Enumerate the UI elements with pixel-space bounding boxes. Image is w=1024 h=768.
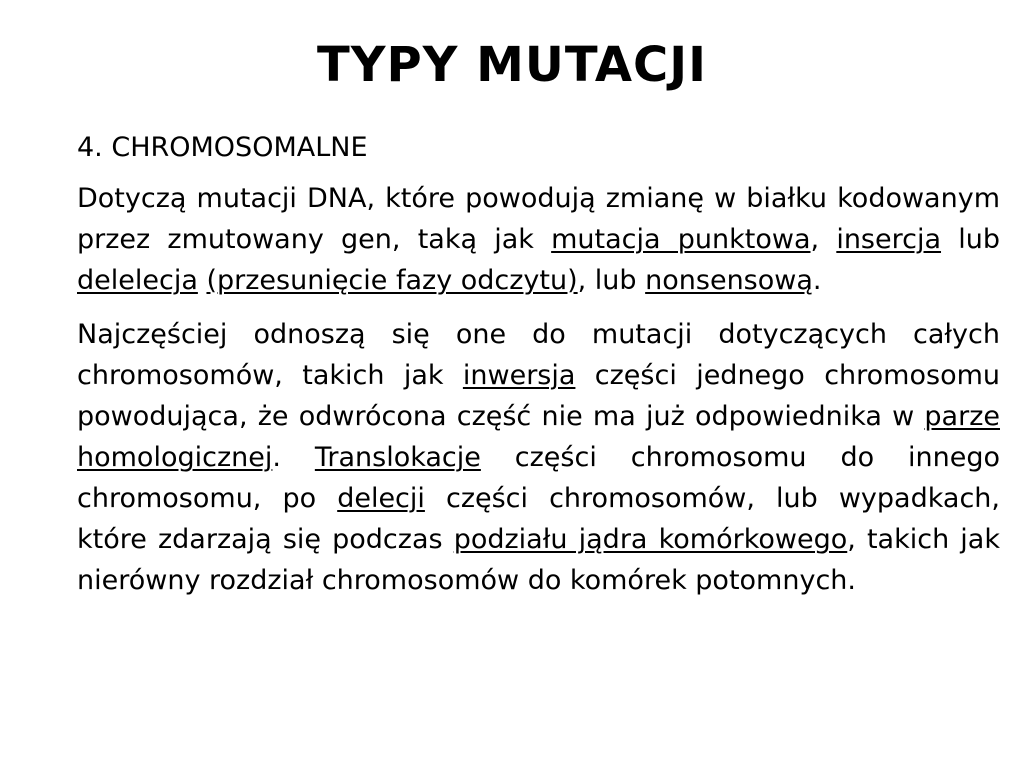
text-span: części chromosomu do innego chromosomu, po — [77, 442, 1000, 514]
term-nuclear-division: podziału jądra komórkowego — [453, 524, 848, 555]
text-span: . — [272, 442, 315, 473]
paragraph-chromosomal-mutations — [77, 314, 1000, 601]
term-frameshift: (przesunięcie fazy odczytu) — [206, 265, 578, 296]
text-span: części chromosomów, lub wypadkach, które zdarzają się podczas — [77, 483, 1000, 555]
slide-body — [77, 128, 1000, 601]
text-span: . — [812, 265, 822, 296]
term-nonsense: nonsensową — [645, 265, 813, 296]
term-inversion: inwersja — [462, 360, 576, 391]
text-span: , takich jak nierówny rozdział chromosomów do komórek potomnych. — [77, 524, 1000, 596]
paragraph-point-mutations — [77, 178, 1000, 301]
text-span: , lub — [577, 265, 646, 296]
term-deletion: delelecja — [77, 265, 198, 296]
section-heading: 4. CHROMOSOMALNE — [77, 132, 368, 163]
text-span: Dotyczą mutacji DNA, które powodują zmianę w białku kodowanym przez zmutowany gen, taką jak — [77, 183, 1000, 255]
slide-title: TYPY MUTACJI — [317, 37, 707, 93]
term-deletion-2: delecji — [337, 483, 425, 514]
term-point-mutation: mutacja punktowa — [551, 224, 811, 255]
text-span: lub — [941, 224, 1000, 255]
text-span: części jednego chromosomu powodująca, że odwrócona część nie ma już odpowiednika w — [77, 360, 1000, 432]
text-span: , — [810, 224, 837, 255]
text-span: Najczęściej odnoszą się one do mutacji dotyczących całych chromosomów, takich jak — [77, 319, 1000, 391]
term-homologous-pair: parze homologicznej — [77, 401, 1000, 473]
term-insertion: insercja — [836, 224, 942, 255]
term-translocation: Translokacje — [314, 442, 481, 473]
